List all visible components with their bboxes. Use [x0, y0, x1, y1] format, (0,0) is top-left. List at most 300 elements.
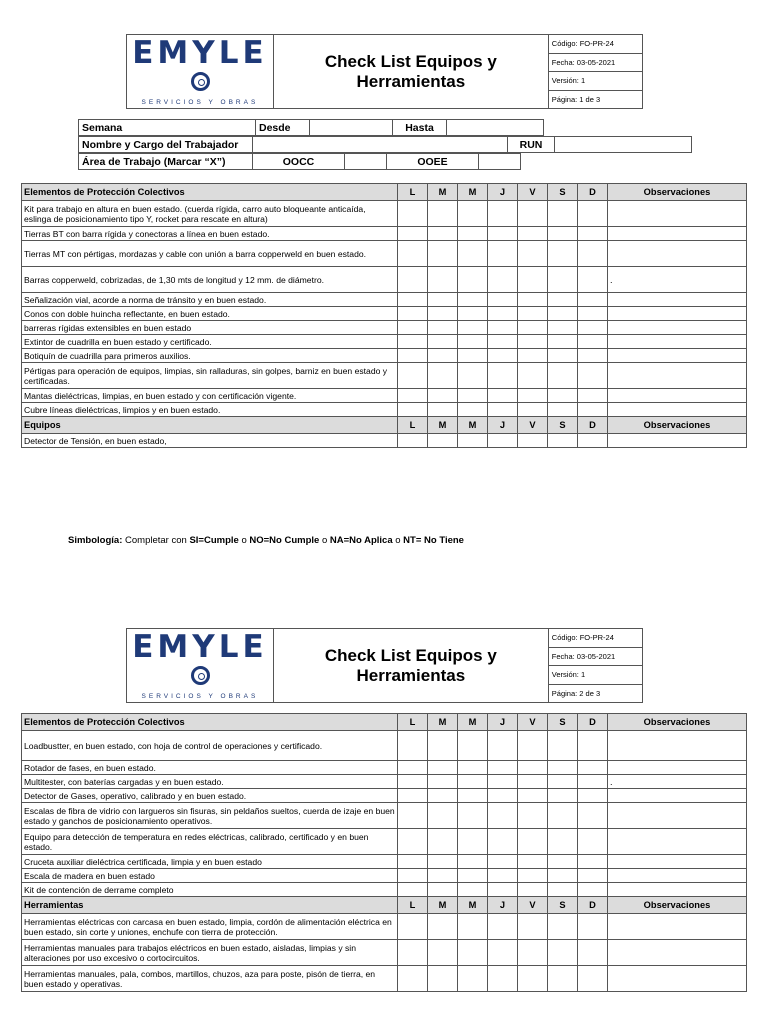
- day-check-cell[interactable]: [488, 321, 518, 335]
- day-check-cell[interactable]: [458, 335, 488, 349]
- checklist-row: [22, 855, 747, 869]
- day-check-cell[interactable]: [398, 227, 428, 241]
- day-check-cell[interactable]: [548, 869, 578, 883]
- day-check-cell[interactable]: [428, 803, 458, 829]
- observations-cell[interactable]: [608, 241, 747, 267]
- day-check-cell[interactable]: [458, 434, 488, 448]
- observations-cell[interactable]: [608, 307, 747, 321]
- checklist-row: [22, 403, 747, 417]
- day-check-cell[interactable]: [518, 940, 548, 966]
- day-check-cell[interactable]: [398, 940, 428, 966]
- day-check-cell[interactable]: [548, 267, 578, 293]
- checklist-item: Cruceta auxiliar dieléctrica certificada, limpia y en buen estado: [22, 855, 398, 869]
- day-check-cell[interactable]: [488, 227, 518, 241]
- checklist-row: [22, 389, 747, 403]
- day-check-cell[interactable]: [518, 403, 548, 417]
- checklist-row: [22, 883, 747, 897]
- day-check-cell[interactable]: [578, 241, 608, 267]
- section-title: Equipos: [22, 417, 398, 434]
- checklist-item: Herramientas manuales para trabajos eléctricos en buen estado, aisladas, limpias y sin alteraciones por uso excesivo o cortocircuitos.: [22, 940, 398, 966]
- to-field[interactable]: [447, 120, 544, 136]
- day-check-cell[interactable]: [518, 201, 548, 227]
- day-check-cell[interactable]: [548, 201, 578, 227]
- day-header: M: [458, 897, 488, 914]
- day-check-cell[interactable]: [578, 940, 608, 966]
- day-check-cell[interactable]: [428, 829, 458, 855]
- day-header: M: [428, 897, 458, 914]
- day-check-cell[interactable]: [458, 883, 488, 897]
- day-check-cell[interactable]: [458, 940, 488, 966]
- day-check-cell[interactable]: [518, 914, 548, 940]
- day-check-cell[interactable]: [488, 241, 518, 267]
- day-check-cell[interactable]: [428, 321, 458, 335]
- run-field[interactable]: [555, 137, 692, 153]
- observation-mark: .: [610, 776, 613, 787]
- day-check-cell[interactable]: [428, 363, 458, 389]
- day-check-cell[interactable]: [428, 241, 458, 267]
- day-check-cell[interactable]: [398, 434, 428, 448]
- day-check-cell[interactable]: [488, 789, 518, 803]
- worker-name-field[interactable]: [253, 137, 508, 153]
- observations-cell[interactable]: [608, 349, 747, 363]
- day-check-cell[interactable]: [488, 855, 518, 869]
- day-check-cell[interactable]: [518, 789, 548, 803]
- day-check-cell[interactable]: [488, 775, 518, 789]
- day-check-cell[interactable]: [518, 293, 548, 307]
- day-header: V: [518, 417, 548, 434]
- day-check-cell[interactable]: [398, 966, 428, 992]
- day-check-cell[interactable]: [548, 434, 578, 448]
- observations-cell[interactable]: [608, 731, 747, 761]
- day-check-cell[interactable]: [518, 241, 548, 267]
- day-check-cell[interactable]: [548, 241, 578, 267]
- day-check-cell[interactable]: [398, 307, 428, 321]
- day-check-cell[interactable]: [398, 829, 428, 855]
- day-check-cell[interactable]: [548, 829, 578, 855]
- day-check-cell[interactable]: [518, 869, 548, 883]
- day-check-cell[interactable]: [518, 731, 548, 761]
- checklist-row: [22, 829, 747, 855]
- day-check-cell[interactable]: [428, 914, 458, 940]
- day-check-cell[interactable]: [578, 389, 608, 403]
- day-header: M: [458, 417, 488, 434]
- day-check-cell[interactable]: [518, 761, 548, 775]
- day-check-cell[interactable]: [458, 731, 488, 761]
- day-check-cell[interactable]: [578, 321, 608, 335]
- day-check-cell[interactable]: [398, 803, 428, 829]
- day-check-cell[interactable]: [428, 434, 458, 448]
- checklist-item: Señalización vial, acorde a norma de tránsito y en buen estado.: [22, 293, 398, 307]
- checklist-row: [22, 227, 747, 241]
- day-check-cell[interactable]: [428, 940, 458, 966]
- day-check-cell[interactable]: [548, 227, 578, 241]
- from-field[interactable]: [310, 120, 393, 136]
- day-check-cell[interactable]: [488, 940, 518, 966]
- day-check-cell[interactable]: [548, 789, 578, 803]
- day-check-cell[interactable]: [548, 883, 578, 897]
- day-check-cell[interactable]: [398, 883, 428, 897]
- day-check-cell[interactable]: [428, 349, 458, 363]
- checklist-row: [22, 267, 747, 293]
- checklist-item: Escalas de fibra de vidrio con largueros sin fisuras, sin peldaños sueltos, cuerda de izaje en buen estado y ganchos de posicionamiento operativos.: [22, 803, 398, 829]
- day-check-cell[interactable]: [488, 403, 518, 417]
- observations-cell[interactable]: [608, 321, 747, 335]
- day-check-cell[interactable]: [548, 349, 578, 363]
- day-check-cell[interactable]: [518, 883, 548, 897]
- day-check-cell[interactable]: [398, 201, 428, 227]
- logo-ring-icon: [191, 72, 210, 91]
- day-check-cell[interactable]: [398, 789, 428, 803]
- day-check-cell[interactable]: [578, 869, 608, 883]
- day-check-cell[interactable]: [488, 966, 518, 992]
- day-check-cell[interactable]: [518, 966, 548, 992]
- day-check-cell[interactable]: [578, 966, 608, 992]
- day-check-cell[interactable]: [578, 307, 608, 321]
- day-check-cell[interactable]: [548, 403, 578, 417]
- observations-cell[interactable]: [608, 434, 747, 448]
- day-check-cell[interactable]: [518, 775, 548, 789]
- day-check-cell[interactable]: [548, 293, 578, 307]
- day-check-cell[interactable]: [518, 829, 548, 855]
- day-check-cell[interactable]: [578, 293, 608, 307]
- day-check-cell[interactable]: [518, 321, 548, 335]
- day-check-cell[interactable]: [488, 267, 518, 293]
- day-check-cell[interactable]: [398, 389, 428, 403]
- day-check-cell[interactable]: [458, 855, 488, 869]
- day-check-cell[interactable]: [548, 389, 578, 403]
- week-label: Semana: [79, 120, 256, 136]
- checklist-item: Herramientas eléctricas con carcasa en buen estado, limpia, cordón de alimentación eléctrica en buen estado, sin corte y uniones, enchufe con tierra de protección.: [22, 914, 398, 940]
- day-check-cell[interactable]: [398, 761, 428, 775]
- day-check-cell[interactable]: [458, 789, 488, 803]
- checklist-item: Detector de Gases, operativo, calibrado y en buen estado.: [22, 789, 398, 803]
- checklist-item: Kit de contención de derrame completo: [22, 883, 398, 897]
- observations-cell[interactable]: [608, 267, 747, 293]
- logo-text: EMYLE: [132, 628, 268, 665]
- oocc-label: OOCC: [253, 154, 345, 170]
- checklist-item: Loadbustter, en buen estado, con hoja de control de operaciones y certificado.: [22, 731, 398, 761]
- day-check-cell[interactable]: [578, 434, 608, 448]
- day-header: V: [518, 897, 548, 914]
- observations-cell[interactable]: [608, 829, 747, 855]
- observations-header: Observaciones: [608, 897, 747, 914]
- observations-cell[interactable]: [608, 363, 747, 389]
- day-check-cell[interactable]: [428, 761, 458, 775]
- day-check-cell[interactable]: [548, 775, 578, 789]
- day-header: M: [458, 714, 488, 731]
- day-check-cell[interactable]: [428, 883, 458, 897]
- day-check-cell[interactable]: [398, 349, 428, 363]
- day-check-cell[interactable]: [458, 389, 488, 403]
- day-check-cell[interactable]: [578, 363, 608, 389]
- day-header: S: [548, 897, 578, 914]
- doc-date: Fecha: 03-05-2021: [548, 53, 642, 72]
- observations-cell[interactable]: [608, 761, 747, 775]
- day-check-cell[interactable]: [428, 869, 458, 883]
- legend-no: NO=No Cumple: [249, 535, 320, 546]
- checklist-row: [22, 966, 747, 992]
- observations-cell[interactable]: [608, 775, 747, 789]
- day-check-cell[interactable]: [488, 335, 518, 349]
- day-check-cell[interactable]: [458, 321, 488, 335]
- day-check-cell[interactable]: [578, 761, 608, 775]
- day-check-cell[interactable]: [458, 829, 488, 855]
- checklist-row: [22, 803, 747, 829]
- checklist-item: Tierras MT con pértigas, mordazas y cable con unión a barra copperweld en buen estado.: [22, 241, 398, 267]
- day-check-cell[interactable]: [578, 855, 608, 869]
- day-check-cell[interactable]: [578, 829, 608, 855]
- doc-version: Versión: 1: [548, 72, 642, 91]
- day-check-cell[interactable]: [458, 241, 488, 267]
- section-header: [22, 184, 747, 201]
- day-check-cell[interactable]: [398, 241, 428, 267]
- day-header: M: [428, 184, 458, 201]
- observations-cell[interactable]: [608, 403, 747, 417]
- day-check-cell[interactable]: [428, 966, 458, 992]
- legend-si: SI=Cumple: [189, 535, 239, 546]
- doc-code: Código: FO-PR-24: [548, 629, 642, 648]
- day-check-cell[interactable]: [578, 201, 608, 227]
- day-check-cell[interactable]: [398, 267, 428, 293]
- checklist-item: Botiquín de cuadrilla para primeros auxilios.: [22, 349, 398, 363]
- company-logo: [127, 35, 274, 109]
- section-header: [22, 714, 747, 731]
- observations-cell[interactable]: [608, 869, 747, 883]
- observations-header: Observaciones: [608, 184, 747, 201]
- day-check-cell[interactable]: [488, 761, 518, 775]
- day-check-cell[interactable]: [488, 349, 518, 363]
- checklist-item: Pértigas para operación de equipos, limpias, sin ralladuras, sin golpes, barniz en buen estado y certificadas.: [22, 363, 398, 389]
- checklist-item: Conos con doble huincha reflectante, en buen estado.: [22, 307, 398, 321]
- observations-cell[interactable]: [608, 201, 747, 227]
- day-check-cell[interactable]: [548, 855, 578, 869]
- day-check-cell[interactable]: [398, 914, 428, 940]
- observations-cell[interactable]: [608, 803, 747, 829]
- day-header: D: [578, 897, 608, 914]
- day-check-cell[interactable]: [428, 227, 458, 241]
- day-check-cell[interactable]: [578, 883, 608, 897]
- day-check-cell[interactable]: [488, 869, 518, 883]
- checklist-item: Mantas dieléctricas, limpias, en buen estado y con certificación vigente.: [22, 389, 398, 403]
- checklist-row: [22, 307, 747, 321]
- day-check-cell[interactable]: [548, 803, 578, 829]
- section-title: Elementos de Protección Colectivos: [22, 184, 398, 201]
- observations-cell[interactable]: [608, 883, 747, 897]
- work-area-label: Área de Trabajo (Marcar “X”): [79, 154, 253, 170]
- day-check-cell[interactable]: [428, 293, 458, 307]
- observations-cell[interactable]: [608, 966, 747, 992]
- day-check-cell[interactable]: [428, 267, 458, 293]
- ooee-checkbox[interactable]: [479, 154, 521, 170]
- company-logo: [127, 629, 274, 703]
- day-check-cell[interactable]: [428, 775, 458, 789]
- day-check-cell[interactable]: [488, 307, 518, 321]
- day-check-cell[interactable]: [518, 803, 548, 829]
- doc-version: Versión: 1: [548, 666, 642, 685]
- day-check-cell[interactable]: [398, 335, 428, 349]
- day-check-cell[interactable]: [428, 389, 458, 403]
- observations-cell[interactable]: [608, 227, 747, 241]
- day-check-cell[interactable]: [398, 363, 428, 389]
- day-check-cell[interactable]: [518, 389, 548, 403]
- day-check-cell[interactable]: [488, 829, 518, 855]
- day-check-cell[interactable]: [488, 293, 518, 307]
- day-check-cell[interactable]: [578, 335, 608, 349]
- day-check-cell[interactable]: [578, 803, 608, 829]
- day-header: L: [398, 897, 428, 914]
- observations-cell[interactable]: [608, 914, 747, 940]
- day-check-cell[interactable]: [578, 349, 608, 363]
- day-check-cell[interactable]: [488, 914, 518, 940]
- checklist-item: Extintor de cuadrilla en buen estado y certificado.: [22, 335, 398, 349]
- legend: Simbología: Completar con SI=Cumple o NO=No Cumple o NA=No Aplica o NT= No Tiene: [68, 535, 464, 546]
- checklist-row: [22, 761, 747, 775]
- logo-subtitle: SERVICIOS Y OBRAS: [141, 98, 259, 106]
- day-check-cell[interactable]: [428, 403, 458, 417]
- checklist-row: [22, 363, 747, 389]
- day-header: L: [398, 417, 428, 434]
- day-check-cell[interactable]: [458, 966, 488, 992]
- day-check-cell[interactable]: [488, 883, 518, 897]
- day-check-cell[interactable]: [488, 803, 518, 829]
- day-check-cell[interactable]: [548, 335, 578, 349]
- day-check-cell[interactable]: [518, 335, 548, 349]
- day-check-cell[interactable]: [578, 731, 608, 761]
- day-check-cell[interactable]: [518, 363, 548, 389]
- day-check-cell[interactable]: [428, 731, 458, 761]
- day-check-cell[interactable]: [488, 389, 518, 403]
- observations-cell[interactable]: [608, 940, 747, 966]
- day-check-cell[interactable]: [518, 307, 548, 321]
- day-check-cell[interactable]: [518, 434, 548, 448]
- day-check-cell[interactable]: [458, 349, 488, 363]
- day-check-cell[interactable]: [578, 789, 608, 803]
- checklist-row: [22, 731, 747, 761]
- observation-mark: .: [610, 274, 613, 285]
- ooee-label: OOEE: [387, 154, 479, 170]
- day-header: J: [488, 417, 518, 434]
- day-check-cell[interactable]: [518, 855, 548, 869]
- day-check-cell[interactable]: [458, 307, 488, 321]
- header-page-1: [126, 34, 643, 109]
- day-check-cell[interactable]: [428, 307, 458, 321]
- day-check-cell[interactable]: [518, 267, 548, 293]
- day-check-cell[interactable]: [458, 267, 488, 293]
- checklist-item: Kit para trabajo en altura en buen estado. (cuerda rígida, carro auto bloqueante anticaída, eslinga de posicionamiento tipo Y, rocket para rescate en altura): [22, 201, 398, 227]
- checklist-item: Barras copperweld, cobrizadas, de 1,30 mts de longitud y 12 mm. de diámetro.: [22, 267, 398, 293]
- day-check-cell[interactable]: [578, 775, 608, 789]
- day-check-cell[interactable]: [548, 761, 578, 775]
- day-check-cell[interactable]: [548, 307, 578, 321]
- checklist-row: [22, 434, 747, 448]
- work-area-table: [78, 153, 521, 170]
- day-check-cell[interactable]: [428, 855, 458, 869]
- day-check-cell[interactable]: [428, 335, 458, 349]
- checklist-row: [22, 349, 747, 363]
- day-check-cell[interactable]: [548, 363, 578, 389]
- day-check-cell[interactable]: [488, 731, 518, 761]
- checklist-row: [22, 789, 747, 803]
- day-check-cell[interactable]: [578, 267, 608, 293]
- from-label: Desde: [256, 120, 310, 136]
- day-header: J: [488, 714, 518, 731]
- checklist-item: Herramientas manuales, pala, combos, martillos, chuzos, aza para poste, pisón de tierra, en buen estado y operativas.: [22, 966, 398, 992]
- day-check-cell[interactable]: [578, 227, 608, 241]
- day-check-cell[interactable]: [548, 914, 578, 940]
- day-header: V: [518, 714, 548, 731]
- doc-page: Página: 1 de 3: [548, 90, 642, 109]
- observations-cell[interactable]: [608, 293, 747, 307]
- day-check-cell[interactable]: [458, 201, 488, 227]
- day-check-cell[interactable]: [458, 363, 488, 389]
- observations-cell[interactable]: [608, 789, 747, 803]
- day-check-cell[interactable]: [578, 914, 608, 940]
- checklist-table-page-1: [21, 183, 747, 448]
- day-header: M: [428, 417, 458, 434]
- day-check-cell[interactable]: [518, 227, 548, 241]
- doc-page: Página: 2 de 3: [548, 684, 642, 703]
- worker-name-label: Nombre y Cargo del Trabajador: [79, 137, 253, 153]
- day-check-cell[interactable]: [398, 775, 428, 789]
- day-header: J: [488, 897, 518, 914]
- day-check-cell[interactable]: [458, 775, 488, 789]
- doc-date: Fecha: 03-05-2021: [548, 647, 642, 666]
- day-check-cell[interactable]: [458, 293, 488, 307]
- day-check-cell[interactable]: [398, 869, 428, 883]
- worker-info-table: [78, 119, 544, 136]
- day-header: J: [488, 184, 518, 201]
- day-check-cell[interactable]: [578, 403, 608, 417]
- day-check-cell[interactable]: [548, 940, 578, 966]
- day-check-cell[interactable]: [458, 803, 488, 829]
- day-check-cell[interactable]: [488, 434, 518, 448]
- day-check-cell[interactable]: [398, 855, 428, 869]
- checklist-row: [22, 940, 747, 966]
- legend-label: Simbología:: [68, 535, 123, 546]
- observations-cell[interactable]: [608, 855, 747, 869]
- day-check-cell[interactable]: [458, 403, 488, 417]
- day-check-cell[interactable]: [548, 731, 578, 761]
- day-check-cell[interactable]: [458, 761, 488, 775]
- observations-cell[interactable]: [608, 335, 747, 349]
- day-check-cell[interactable]: [428, 789, 458, 803]
- day-check-cell[interactable]: [548, 966, 578, 992]
- day-check-cell[interactable]: [548, 321, 578, 335]
- checklist-row: [22, 914, 747, 940]
- checklist-item: Tierras BT con barra rígida y conectoras a línea en buen estado.: [22, 227, 398, 241]
- day-check-cell[interactable]: [488, 363, 518, 389]
- day-check-cell[interactable]: [398, 403, 428, 417]
- document-title: Check List Equipos y Herramientas: [273, 35, 548, 109]
- day-check-cell[interactable]: [398, 293, 428, 307]
- day-check-cell[interactable]: [398, 731, 428, 761]
- section-header: [22, 897, 747, 914]
- day-check-cell[interactable]: [458, 869, 488, 883]
- observations-cell[interactable]: [608, 389, 747, 403]
- day-check-cell[interactable]: [458, 914, 488, 940]
- day-check-cell[interactable]: [398, 321, 428, 335]
- day-check-cell[interactable]: [518, 349, 548, 363]
- checklist-row: [22, 869, 747, 883]
- day-header: L: [398, 184, 428, 201]
- day-check-cell[interactable]: [488, 201, 518, 227]
- oocc-checkbox[interactable]: [345, 154, 387, 170]
- checklist-table-page-2: [21, 713, 747, 992]
- day-check-cell[interactable]: [458, 227, 488, 241]
- checklist-row: [22, 293, 747, 307]
- day-check-cell[interactable]: [428, 201, 458, 227]
- legend-na: NA=No Aplica: [329, 535, 393, 546]
